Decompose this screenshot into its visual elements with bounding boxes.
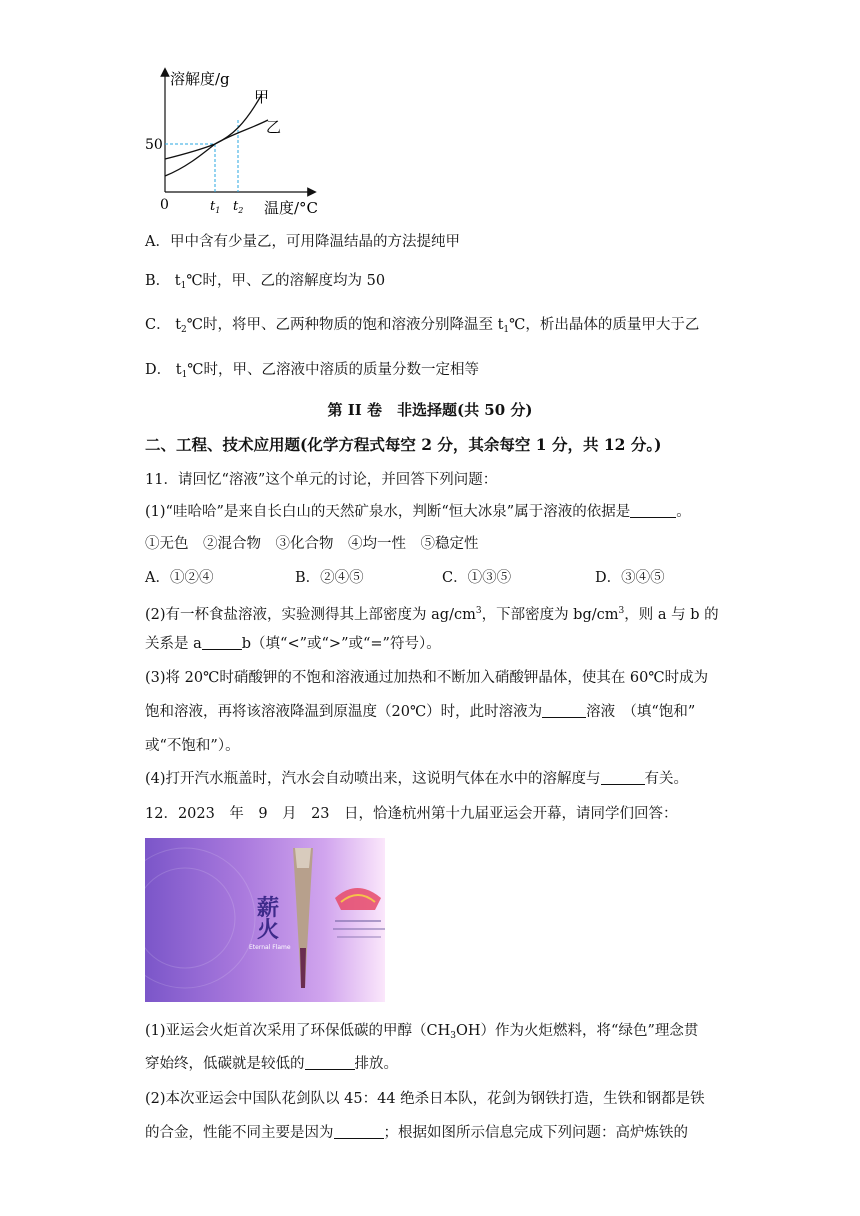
section-title: 第 II 卷 非选择题(共 50 分)	[327, 401, 533, 419]
photo-char-2: 火	[257, 917, 280, 943]
q11-part3-line1: (3)将 20℃时硝酸钾的不饱和溶液通过加热和不断加入硝酸钾晶体，使其在 60℃时成为	[145, 670, 709, 686]
q10-option-a: A．甲中含有少量乙，可用降温结晶的方法提纯甲	[145, 234, 460, 250]
q11-option-d: D．③④⑤	[595, 570, 665, 586]
answer-blank[interactable]	[601, 770, 645, 785]
answer-blank[interactable]	[334, 1124, 384, 1139]
q11-part3-line3: 或“不饱和”）。	[145, 738, 240, 754]
q11-part4: (4)打开汽水瓶盖时，汽水会自动喷出来，这说明气体在水中的溶解度与 有关。	[145, 771, 689, 787]
q12-part2-line1: (2)本次亚运会中国队花剑队以 45：44 绝杀日本队，花剑为钢铁打造，生铁和钢都是铁	[145, 1091, 705, 1107]
y-axis-label: 溶解度/g	[170, 70, 230, 88]
q11-properties: ①无色 ②混合物 ③化合物 ④均一性 ⑤稳定性	[145, 536, 479, 552]
q11-stem: 11．请回忆“溶液”这个单元的讨论，并回答下列问题：	[145, 472, 498, 488]
q10-option-c: C． $t_2℃$时，将甲、乙两种物质的饱和溶液分别降温至 $t_1℃$，析出晶体的质量甲大于乙	[145, 317, 700, 335]
torch-photo	[145, 838, 385, 1002]
q11-option-b: B．②④⑤	[295, 570, 364, 586]
q11-option-a: A．①②④	[145, 570, 214, 586]
x-axis-label: 温度/°C	[264, 199, 319, 217]
q11-part2-line2: 关系是 a b（填“<”或“>”或“=”符号）。	[145, 636, 441, 652]
curve-jia	[165, 94, 262, 159]
q12-stem: 12．2023 年 9 月 23 日，恰逢杭州第十九届亚运会开幕，请同学们回答：	[145, 806, 678, 822]
q12-part1-line1: (1)亚运会火炬首次采用了环保低碳的甲醇$(CH_3OH)$作为火炬燃料，将“绿色”理念贯	[145, 1023, 699, 1041]
series-jia-label: 甲	[254, 88, 270, 106]
answer-blank[interactable]	[202, 635, 242, 650]
q12-part1-line2: 穿始终，低碳就是较低的 排放。	[145, 1056, 398, 1072]
part2-title: 二、工程、技术应用题(化学方程式每空 2 分，其余每空 1 分，共 12 分。)	[145, 435, 662, 454]
t2-label: $t_2$	[233, 199, 244, 215]
q11-part2-line1: (2)有一杯食盐溶液，实验测得其上部密度为 $ag/cm^3$，下部密度为 $bg/cm^3$，则 a 与 b 的	[145, 606, 719, 623]
q10-option-d: D． $t_1℃$时，甲、乙溶液中溶质的质量分数一定相等	[145, 362, 480, 380]
q11-part1: (1)“哇哈哈”是来自长白山的天然矿泉水，判断“恒大冰泉”属于溶液的依据是 。	[145, 504, 691, 520]
t1-label: $t_1$	[210, 199, 221, 215]
q11-option-c: C．①③⑤	[442, 570, 512, 586]
q10-option-b: B． $t_1℃$时，甲、乙的溶解度均为 50	[145, 273, 386, 291]
answer-blank[interactable]	[305, 1055, 355, 1070]
y-tick-50: 50	[145, 137, 163, 153]
solubility-chart	[140, 64, 330, 224]
q12-part2-line2: 的合金，性能不同主要是因为 ；根据如图所示信息完成下列问题：高炉炼铁的	[145, 1125, 688, 1141]
answer-blank[interactable]	[542, 703, 586, 718]
q11-part3-line2: 饱和溶液，再将该溶液降温到原温度（20℃）时，此时溶液为 溶液 （填“饱和”	[145, 704, 696, 720]
answer-blank[interactable]	[630, 503, 676, 518]
photo-caption: Eternal Flame	[249, 944, 291, 951]
origin-label: 0	[160, 197, 169, 213]
curve-yi	[165, 120, 268, 176]
series-yi-label: 乙	[266, 118, 282, 136]
photo-char-1: 薪	[257, 895, 280, 921]
